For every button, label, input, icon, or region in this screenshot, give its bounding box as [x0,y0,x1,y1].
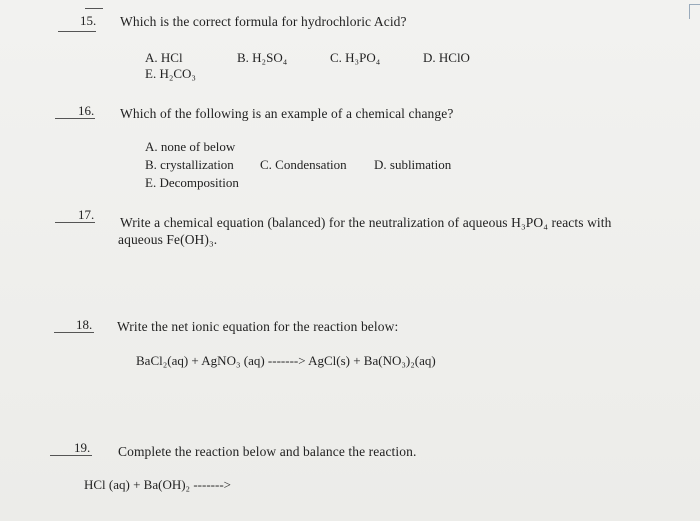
option-16-a: A. none of below [145,139,236,154]
question-text-17-line1: Write a chemical equation (balanced) for the neutralization of aqueous H₃PO₄ reacts with [120,215,612,230]
equation-19: HCl (aq) + Ba(OH)₂ -------> [84,477,231,492]
top-blank-fragment [85,0,103,9]
equation-18: BaCl₂(aq) + AgNO₃ (aq) -------> AgCl(s) + Ba(NO₃)₂(aq) [136,353,436,368]
question-text-18: Write the net ionic equation for the reaction below: [117,319,399,334]
question-number-19: 19. [74,440,91,455]
option-15-b: B. H₂SO₄ [237,50,288,65]
answer-blank-15[interactable] [58,31,96,32]
option-16-e: E. Decomposition [145,175,239,190]
option-16-c: C. Condensation [260,157,347,172]
option-15-c: C. H₃PO₄ [330,50,381,65]
page-edge-mark [689,4,700,19]
option-15-a: A. HCl [145,50,183,65]
question-text-19: Complete the reaction below and balance the reaction. [118,444,417,459]
question-number-15: 15. [80,13,97,28]
option-16-d: D. sublimation [374,157,452,172]
question-text-17-line2: aqueous Fe(OH)₃. [118,232,218,247]
option-15-e: E. H₂CO₃ [145,66,196,81]
question-text-16: Which of the following is an example of a chemical change? [120,106,454,121]
question-number-18: 18. [76,317,93,332]
question-number-16: 16. [78,103,95,118]
option-15-d: D. HClO [423,50,470,65]
option-16-b: B. crystallization [145,157,234,172]
question-text-15: Which is the correct formula for hydrochloric Acid? [120,14,407,29]
question-number-17: 17. [78,207,95,222]
